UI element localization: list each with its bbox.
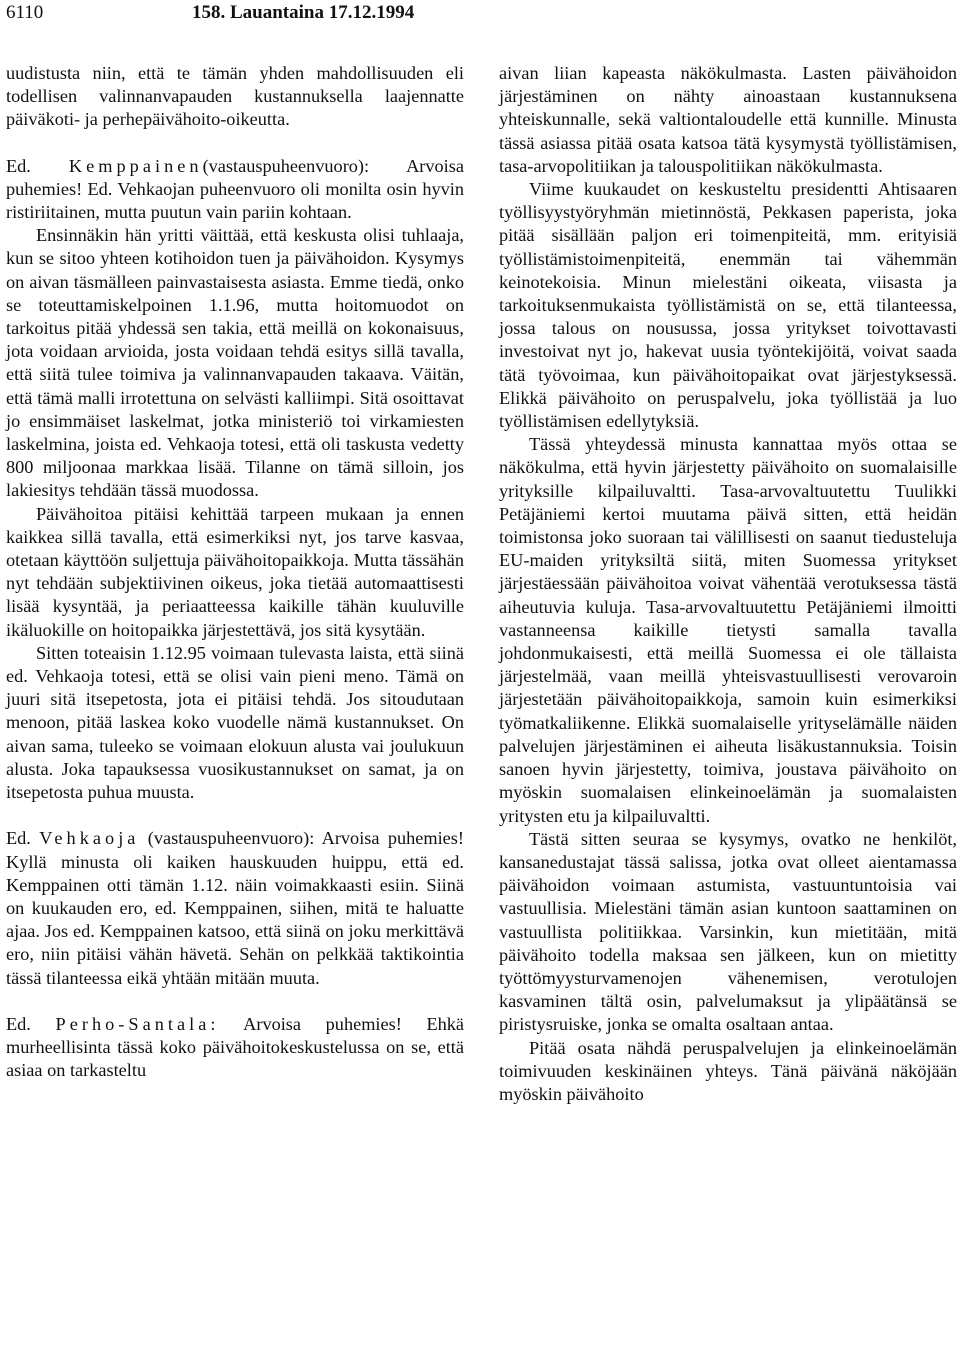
speaker-prefix: Ed. [6, 155, 31, 176]
speaker-name: Vehkaoja [39, 828, 140, 849]
speaker-name: Perho-Santala: [55, 1013, 220, 1034]
speech-perho-santala [6, 1013, 464, 1083]
paragraph: Ensinnäkin hän yritti väittää, että keskusta olisi tuhlaaja, kun se sitoo yhteen kotihoidon tuen ja päivähoidon. Kysymys on aivan täsmälleen painvastaisesta asiasta. Emme tiedä, onko se toteuttamiskelpoinen 1.1.96, mutta hoitomuodot on tarkoitus pitää yhdessä sen takia, että meillä on kokonaisuus, jota voidaan arvioida, josta voidaan tehdä esitys sillä tavalla, että siitä tulee toimiva ja valinnanvapauden takaava. Väitän, että tämä malli irrotettuna on selvästi kalliimpi. Sitä osoittavat jo ensimmäiset laskelmat, jotka ministeriö toi virkamiesten laskelmina, joista ed. Vehkaoja totesi, että oli taskusta vedetty 800 miljoonaa markkaa lisää. Tilanne on tämä silloin, jos lakiesitys tehdään tässä muodossa. [6, 225, 464, 501]
speaker-role: (vastauspuheenvuoro): [147, 828, 315, 849]
page-header [6, 0, 956, 30]
speaker-role: (vastauspuheenvuoro): [202, 155, 370, 176]
paragraph: Pitää osata nähdä peruspalvelujen ja elinkeinoelämän toimivuuden keskinäinen yhteys. Tänä päivänä näköjään myöskin päivähoito [499, 1037, 957, 1104]
paragraph: Tässä yhteydessä minusta kannattaa myös ottaa se näkökulma, että hyvin järjestetty päivähoito on suomalaisille yrityksille kilpailuvaltti. Tasa-arvovaltuutettu Tuulikki Petäjäniemi kertoi muutama päivä sitten, että heidän toimistonsa joko suoraan tai välillisesti on saanut tiedusteluja EU-maiden yrityksiltä siitä, miten Suomessa yritykset järjestäessään päivähoitoa voivat vähentää verotuksessa tästä aiheutuvia kuluja. Tasa-arvovaltuutettu Petäjäniemi ilmoitti vastanneensa kaikille tietysti samalla tavalla johdonmukaisesti, että meillä Suomessa ei ole tällaista järjestelmää, vaan meillä yhteisvastuullisesti verovaroin järjestetään päivähoitopaikkoja, samoin kuin esimerkiksi työmatkaliikenne. Elikkä suomalaiselle yrityselämälle näiden palvelujen järjestäminen ei aiheuta lisäkustannuksia. Toisin sanoen hyvin järjestetty, toimiva, joustava päivähoito on myöskin suomalaisen elinkeinoelämän ja suomalaisten yritysten etu ja kilpailuvaltti. [499, 434, 957, 826]
paragraph: Tästä sitten seuraa se kysymys, ovatko ne henkilöt, kansanedustajat tässä salissa, jotka ovat olleet aientamassa päivähoidon voimaan astumista, vastuuntuntoisia vai vastuullisia. Mielestäni tämän asian kuntoon saattaminen on vastuullista politiikkaa. Varsinkin, kun mietitään, mitä päivähoito todella maksaa sen jälkeen, kun on mietitty työttömyysturvamenojen vähenemisen, verotulojen kasvaminen tältä osin, palvelumaksut ja ylipäätänsä se piristysruiske, jonka se omalta osaltaan antaa. [499, 828, 957, 1035]
paragraph: aivan liian kapeasta näkökulmasta. Lasten päivähoidon järjestäminen on nähty ainoastaan kustannuksena yhteiskunnalle, sekä valtiontaloudelle että kunnille. Minusta tässä asiassa pitää osata katsoa tätä kysymystä työllistämisen, tasa-arvopolitiikan ja talouspolitiikan näkökulmasta. [499, 63, 957, 176]
speech-text: Arvoisa puhemies! Ehkä murheellisinta tässä koko päivähoitokeskustelussa on se, että asiaa on tarkasteltu [6, 1013, 465, 1081]
paragraph: Päivähoitoa pitäisi kehittää tarpeen mukaan ja ennen kaikkea sillä tavalla, että esimerkiksi nyt, jos tarve kasvaa, otetaan käyttöön suljettuja päivähoitopaikkoja. Mutta tässähän nyt tehdään subjektiivinen oikeus, joka tietää automaattisesti lisää kysyntää, ja periaatteessa kaikille tähän kuuluville ikäluokille on hoitopaikka järjestettävä, jos sitä kysytään. [6, 503, 464, 640]
speaker-prefix: Ed. [6, 828, 31, 849]
paragraph: Viime kuukaudet on keskusteltu presidentti Ahtisaaren työllisyystyöryhmän mietinnöstä, Pekkasen paperista, joka pitää sisällään paljon eri toimenpiteitä, mm. erityisiä työllistämistoimenpiteitä, enemmän tai vähemmän keinotekoisia. Minun mielestäni oikeata, viisasta ja tarkoituksenmukaista työllistämistä on se, että tilanteessa, jossa talous on nousussa, jossa yritykset toivottavasti investoivat nyt jo, hakevat uusia työntekijöitä, voivat saada tätä työvoimaa, kun päivähoitopaikat ovat järjestyksessä. Elikkä päivähoito on peruspalvelu, joka työllistää ja luo työllistämisen edellytyksiä. [499, 179, 957, 432]
speech-text: Arvoisa puhemies! Kyllä minusta oli kaiken hauskuuden huippu, että ed. Kemppainen otti tämän 1.12. näin voimakkaasti esiin. Siinä on kuukauden ero, ed. Kemppainen, siihen, mitä te haluatte ajaa. Jos ed. Kemppainen katsoo, että siinä on joku merkittävä ero, niin pitäisi vähän hävetä. Sehän on pelkkää taktikointia tässä tilanteessa eikä yhtään mitään muuta. [6, 828, 464, 988]
paragraph: Sitten toteaisin 1.12.95 voimaan tulevasta laista, että siinä ed. Vehkaoja totesi, että se olisi vain pieni meno. Tämä on juuri sitä itsepetosta, jota ei pitäisi tehdä. Jos sitoudutaan menoon, pitää laskea koko vuodelle nämä kustannukset. On aivan sama, tuleeko se voimaan elokuun alusta vai joulukuun alusta. Joka tapauksessa vuosikustannukset on samat, ja on itsepetosta puhua muusta. [6, 642, 464, 803]
speaker-prefix: Ed. [6, 1013, 31, 1034]
speech-vehkaoja [6, 827, 464, 989]
speech-kemppainen [6, 155, 464, 225]
page-number: 6110 [6, 2, 44, 23]
right-column [499, 62, 957, 1106]
left-column [6, 62, 464, 1082]
paragraph: uudistusta niin, että te tämän yhden mahdollisuuden eli todellisen valinnanvapauden kustannuksella laajennatte päiväkoti- ja perhepäivähoito-oikeutta. [6, 63, 464, 130]
speaker-name: Kemppainen [68, 155, 203, 176]
session-info: 158. Lauantaina 17.12.1994 [192, 2, 415, 23]
speech-text: Arvoisa puhemies! Ed. Vehkaojan puheenvuoro oli monilta osin hyvin ristiriitainen, mutta puutun vain pariin kohtaan. [6, 155, 464, 223]
